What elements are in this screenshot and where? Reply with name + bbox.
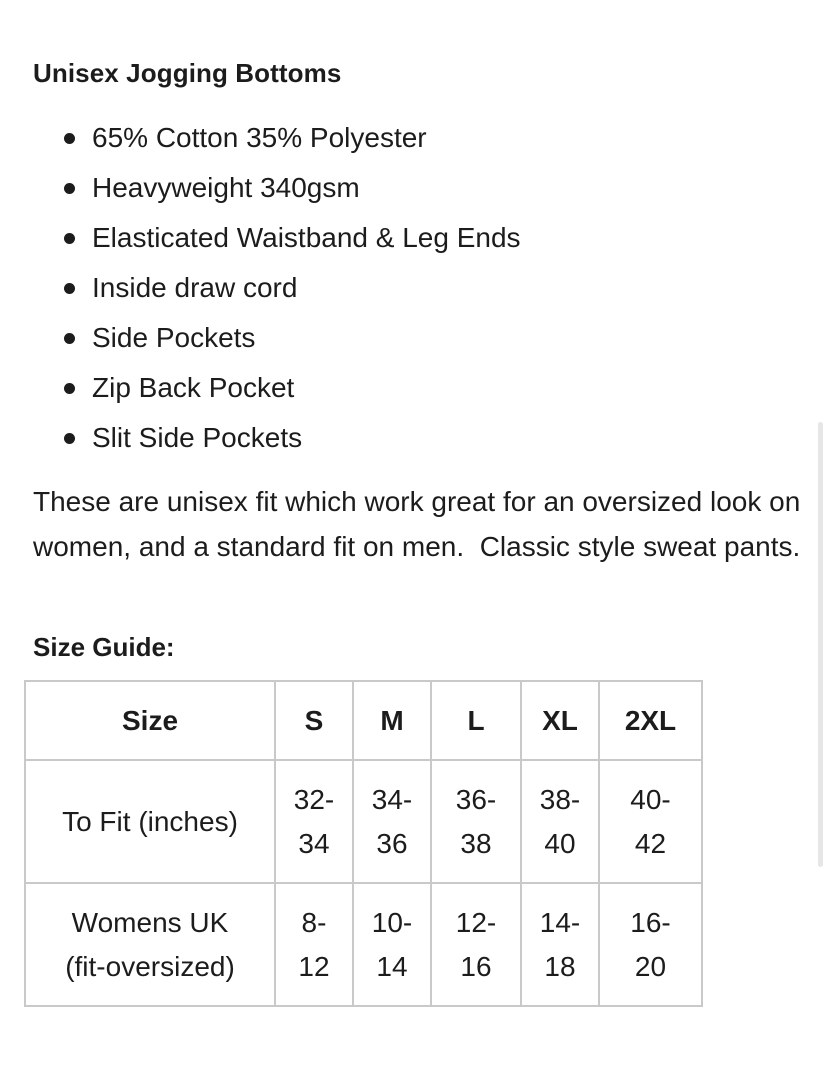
header-cell-l: L: [431, 681, 521, 760]
table-cell: [353, 760, 431, 883]
cell-line: 40: [544, 827, 576, 859]
cell-line: 20: [634, 950, 667, 982]
bullet-icon: [64, 283, 75, 294]
cell-line: 32-: [293, 783, 335, 815]
header-cell-m: M: [353, 681, 431, 760]
cell-line: 16: [460, 950, 492, 982]
table-row-womens-uk: [25, 883, 702, 1006]
bullet-icon: [64, 183, 75, 194]
feature-item: [0, 113, 521, 163]
cell-line: 18: [544, 950, 576, 982]
table-cell: [431, 760, 521, 883]
table-cell: [275, 883, 353, 1006]
bullet-icon: [64, 233, 75, 244]
product-title: Unisex Jogging Bottoms: [33, 58, 342, 88]
row-label-text: (fit-oversized): [65, 950, 235, 982]
table-header-row: [25, 681, 702, 760]
cell-line: 12: [298, 950, 330, 982]
size-guide-title: Size Guide:: [33, 632, 175, 662]
table-row-to-fit: [25, 760, 702, 883]
feature-text: Heavyweight 340gsm: [92, 172, 360, 203]
table-cell: [431, 883, 521, 1006]
bullet-icon: [64, 383, 75, 394]
bullet-icon: [64, 133, 75, 144]
feature-item: [0, 413, 521, 463]
feature-text: Inside draw cord: [92, 272, 298, 303]
feature-text: Elasticated Waistband & Leg Ends: [92, 222, 521, 253]
row-label-text: Womens UK: [71, 906, 229, 938]
row-label-to-fit: [25, 760, 275, 883]
feature-item: [0, 363, 521, 413]
cell-line: 12-: [455, 906, 497, 938]
row-label-text: To Fit (inches): [62, 805, 238, 837]
feature-item: [0, 213, 521, 263]
feature-item: [0, 263, 521, 313]
cell-line: 36-: [455, 783, 497, 815]
cell-line: 38-: [539, 783, 581, 815]
feature-list: [0, 113, 521, 463]
product-description: These are unisex fit which work great for an oversized look on women, and a standard fit on men. Classic style sweat pants.: [33, 486, 809, 562]
header-cell-2xl: 2XL: [599, 681, 702, 760]
feature-text: 65% Cotton 35% Polyester: [92, 122, 427, 153]
header-cell-size: Size: [25, 681, 275, 760]
table-cell: [521, 760, 599, 883]
table-cell: [599, 883, 702, 1006]
row-label-womens-uk: [25, 883, 275, 1006]
cell-line: 34: [298, 827, 330, 859]
table-cell: [275, 760, 353, 883]
cell-line: 34-: [371, 783, 413, 815]
feature-text: Slit Side Pockets: [92, 422, 303, 453]
cell-line: 38: [460, 827, 492, 859]
table-cell: [599, 760, 702, 883]
bullet-icon: [64, 433, 75, 444]
cell-line: 14: [376, 950, 408, 982]
cell-line: 42: [634, 827, 667, 859]
feature-text: Zip Back Pocket: [92, 372, 295, 403]
cell-line: 10-: [371, 906, 413, 938]
table-cell: [353, 883, 431, 1006]
scrollbar[interactable]: [818, 422, 823, 867]
cell-line: 14-: [539, 906, 581, 938]
cell-line: 16-: [630, 906, 671, 938]
cell-line: 40-: [630, 783, 671, 815]
feature-item: [0, 313, 521, 363]
cell-line: 8-: [301, 906, 327, 938]
size-guide-table: [24, 680, 703, 1007]
feature-text: Side Pockets: [92, 322, 256, 353]
cell-line: 36: [376, 827, 408, 859]
header-cell-s: S: [275, 681, 353, 760]
bullet-icon: [64, 333, 75, 344]
table-cell: [521, 883, 599, 1006]
feature-item: [0, 163, 521, 213]
header-cell-xl: XL: [521, 681, 599, 760]
